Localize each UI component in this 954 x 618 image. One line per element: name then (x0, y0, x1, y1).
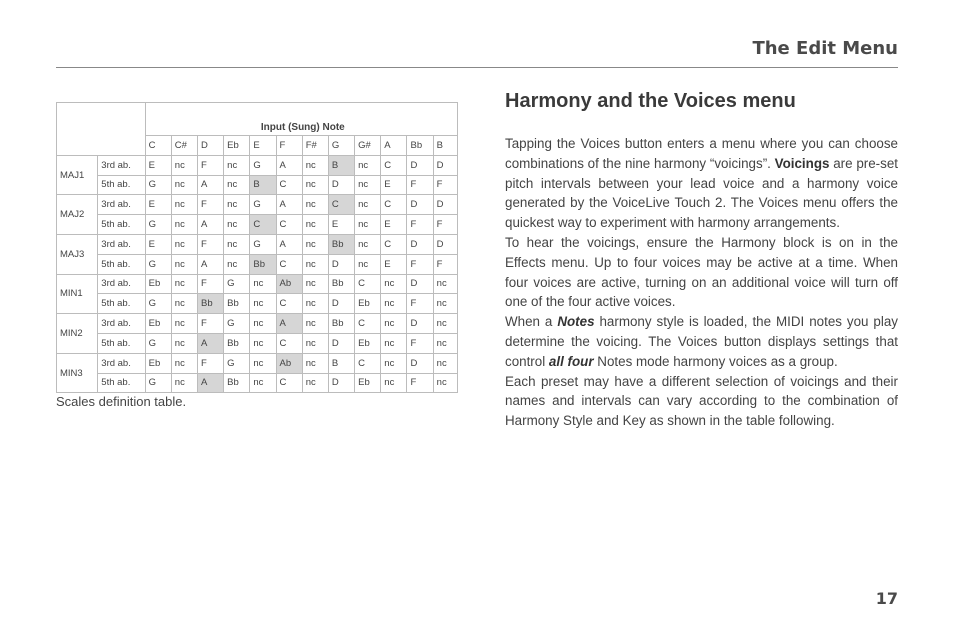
table-title: Input (Sung) Note (145, 103, 457, 136)
note-cell: nc (224, 234, 250, 254)
note-cell: nc (302, 215, 328, 235)
note-cell: nc (171, 215, 197, 235)
table-caption: Scales definition table. (56, 394, 187, 409)
note-cell: F (433, 215, 457, 235)
note-cell: Bb (224, 373, 250, 393)
note-cell: G (145, 333, 171, 353)
note-cell: C (355, 314, 381, 334)
note-cell: nc (381, 274, 407, 294)
note-cell: E (381, 254, 407, 274)
table-row (57, 195, 458, 215)
note-cell: nc (355, 234, 381, 254)
note-cell: A (197, 215, 223, 235)
interval-name: 3rd ab. (98, 353, 145, 373)
section-heading: Harmony and the Voices menu (505, 90, 796, 112)
note-cell: F (407, 373, 433, 393)
page-number: 17 (875, 589, 898, 608)
note-cell: nc (381, 294, 407, 314)
note-cell: nc (302, 175, 328, 195)
note-cell: E (145, 155, 171, 175)
interval-name: 5th ab. (98, 294, 145, 314)
note-cell: nc (250, 314, 276, 334)
interval-name: 3rd ab. (98, 155, 145, 175)
note-cell: A (197, 333, 223, 353)
note-header: Bb (407, 136, 433, 156)
note-cell: A (197, 373, 223, 393)
note-header: F (276, 136, 302, 156)
note-cell: A (197, 254, 223, 274)
note-cell: nc (433, 353, 457, 373)
table-row (57, 274, 458, 294)
note-cell: nc (171, 254, 197, 274)
note-cell: D (328, 175, 354, 195)
note-cell: C (276, 254, 302, 274)
note-cell: nc (171, 373, 197, 393)
note-cell: F (197, 314, 223, 334)
note-header: G (328, 136, 354, 156)
note-cell: Eb (145, 353, 171, 373)
note-cell: nc (171, 175, 197, 195)
interval-name: 3rd ab. (98, 274, 145, 294)
note-cell: D (433, 234, 457, 254)
note-cell: Ab (276, 353, 302, 373)
note-cell: nc (302, 254, 328, 274)
note-cell: G (145, 215, 171, 235)
note-header: E (250, 136, 276, 156)
scale-name: MIN1 (57, 274, 98, 314)
note-header: F# (302, 136, 328, 156)
note-cell: nc (224, 215, 250, 235)
note-cell: G (145, 254, 171, 274)
table-title-row (57, 103, 458, 136)
note-cell: C (381, 155, 407, 175)
note-cell: nc (171, 234, 197, 254)
note-cell: F (407, 215, 433, 235)
scale-name: MAJ3 (57, 234, 98, 274)
table-row (57, 333, 458, 353)
note-cell: G (250, 195, 276, 215)
note-cell: nc (433, 333, 457, 353)
note-cell: F (197, 274, 223, 294)
note-cell: nc (171, 314, 197, 334)
note-cell: G (145, 294, 171, 314)
note-cell: nc (302, 314, 328, 334)
note-cell: B (328, 155, 354, 175)
interval-name: 5th ab. (98, 254, 145, 274)
body-text (505, 134, 898, 431)
table-row (57, 373, 458, 393)
note-cell: nc (381, 314, 407, 334)
note-cell: nc (171, 274, 197, 294)
note-cell: E (381, 175, 407, 195)
note-cell: B (328, 353, 354, 373)
note-cell: nc (224, 155, 250, 175)
note-cell: D (433, 195, 457, 215)
note-cell: C (250, 215, 276, 235)
note-cell: nc (355, 254, 381, 274)
note-cell: nc (302, 155, 328, 175)
note-cell: nc (171, 155, 197, 175)
note-cell: A (276, 155, 302, 175)
note-cell: Bb (328, 234, 354, 254)
note-cell: D (328, 294, 354, 314)
note-cell: Eb (145, 314, 171, 334)
note-cell: Ab (276, 274, 302, 294)
note-cell: nc (381, 373, 407, 393)
note-cell: nc (381, 333, 407, 353)
note-cell: D (407, 274, 433, 294)
note-cell: nc (250, 373, 276, 393)
note-cell: Bb (250, 254, 276, 274)
interval-name: 5th ab. (98, 373, 145, 393)
note-cell: nc (250, 333, 276, 353)
note-cell: nc (433, 274, 457, 294)
note-cell: C (381, 234, 407, 254)
note-cell: D (328, 373, 354, 393)
note-cell: Bb (224, 333, 250, 353)
table-row (57, 234, 458, 254)
note-cell: Eb (355, 294, 381, 314)
note-cell: C (328, 195, 354, 215)
note-cell: nc (433, 373, 457, 393)
table-row (57, 215, 458, 235)
note-header: G# (355, 136, 381, 156)
note-cell: B (250, 175, 276, 195)
note-cell: D (407, 314, 433, 334)
scale-name: MIN3 (57, 353, 98, 393)
note-cell: Bb (328, 274, 354, 294)
note-cell: F (407, 175, 433, 195)
scale-name: MIN2 (57, 314, 98, 354)
table-row (57, 155, 458, 175)
note-cell: D (407, 353, 433, 373)
note-cell: Eb (355, 333, 381, 353)
note-cell: C (276, 333, 302, 353)
note-cell: G (224, 314, 250, 334)
note-cell: G (250, 155, 276, 175)
note-header: C# (171, 136, 197, 156)
note-cell: nc (433, 294, 457, 314)
note-cell: F (433, 254, 457, 274)
table-row (57, 254, 458, 274)
note-cell: E (145, 195, 171, 215)
note-cell: Eb (355, 373, 381, 393)
note-cell: F (407, 333, 433, 353)
note-cell: C (355, 353, 381, 373)
interval-name: 3rd ab. (98, 195, 145, 215)
note-cell: C (355, 274, 381, 294)
note-cell: nc (250, 294, 276, 314)
note-cell: nc (302, 195, 328, 215)
note-cell: nc (302, 294, 328, 314)
note-header: Eb (224, 136, 250, 156)
note-cell: G (145, 175, 171, 195)
note-cell: G (224, 353, 250, 373)
note-cell: nc (355, 155, 381, 175)
note-cell: nc (302, 373, 328, 393)
note-cell: Eb (145, 274, 171, 294)
paragraph-1: Tapping the Voices button enters a menu where you can choose combinations of the nine harmony “voicings”. Voicings are pre-set pitch intervals between your lead voice and a harmony voice generated by the VoiceLive Touch 2. The Voices menu offers the quickest way to experiment with harmony arrangements. (505, 136, 898, 231)
note-cell: nc (171, 353, 197, 373)
note-cell: Bb (197, 294, 223, 314)
note-cell: nc (250, 353, 276, 373)
note-cell: nc (171, 195, 197, 215)
note-header: A (381, 136, 407, 156)
interval-name: 3rd ab. (98, 314, 145, 334)
paragraph-4: Each preset may have a different selection of voicings and their names and intervals can vary according to the combination of Harmony Style and Key as shown in the table following. (505, 373, 898, 429)
note-cell: F (197, 195, 223, 215)
note-cell: F (407, 294, 433, 314)
note-cell: nc (171, 294, 197, 314)
note-cell: D (433, 155, 457, 175)
header-title: The Edit Menu (752, 38, 898, 59)
note-cell: nc (355, 175, 381, 195)
note-cell: D (407, 234, 433, 254)
note-cell: nc (381, 353, 407, 373)
note-cell: F (433, 175, 457, 195)
note-cell: E (145, 234, 171, 254)
table-row (57, 294, 458, 314)
note-cell: A (197, 175, 223, 195)
note-cell: nc (302, 353, 328, 373)
note-cell: G (250, 234, 276, 254)
note-cell: E (381, 215, 407, 235)
scales-table (56, 102, 458, 393)
note-cell: nc (171, 333, 197, 353)
note-header: C (145, 136, 171, 156)
note-cell: nc (302, 234, 328, 254)
note-cell: G (224, 274, 250, 294)
table-row (57, 314, 458, 334)
note-cell: C (276, 215, 302, 235)
note-cell: D (328, 333, 354, 353)
note-cell: nc (250, 274, 276, 294)
note-cell: nc (302, 274, 328, 294)
note-cell: C (276, 175, 302, 195)
note-cell: A (276, 234, 302, 254)
note-header: D (197, 136, 223, 156)
table-row (57, 353, 458, 373)
note-cell: C (381, 195, 407, 215)
note-cell: A (276, 314, 302, 334)
paragraph-2: To hear the voicings, ensure the Harmony block is on in the Effects menu. Up to four voices may be active at a time. When four voices are active, turning on an additional voice will turn off one of the four active voices. (505, 234, 898, 310)
note-cell: nc (224, 175, 250, 195)
note-cell: F (407, 254, 433, 274)
note-cell: D (407, 155, 433, 175)
header-rule (56, 67, 898, 68)
interval-name: 5th ab. (98, 215, 145, 235)
note-cell: C (276, 294, 302, 314)
scale-name: MAJ2 (57, 195, 98, 235)
note-header: B (433, 136, 457, 156)
note-cell: A (276, 195, 302, 215)
note-cell: nc (302, 333, 328, 353)
interval-name: 3rd ab. (98, 234, 145, 254)
table-row (57, 175, 458, 195)
note-cell: nc (355, 215, 381, 235)
note-cell: Bb (224, 294, 250, 314)
note-cell: G (145, 373, 171, 393)
table-corner (57, 103, 146, 156)
note-cell: nc (355, 195, 381, 215)
note-cell: Bb (328, 314, 354, 334)
interval-name: 5th ab. (98, 175, 145, 195)
note-cell: nc (224, 254, 250, 274)
note-cell: C (276, 373, 302, 393)
note-cell: F (197, 155, 223, 175)
note-cell: nc (224, 195, 250, 215)
note-cell: D (328, 254, 354, 274)
interval-name: 5th ab. (98, 333, 145, 353)
note-cell: nc (433, 314, 457, 334)
note-cell: E (328, 215, 354, 235)
scale-name: MAJ1 (57, 155, 98, 195)
note-cell: D (407, 195, 433, 215)
paragraph-3: When a Notes harmony style is loaded, the MIDI notes you play determine the voicing. The Voices button displays settings that control all four Notes mode harmony voices as a group. (505, 314, 898, 369)
note-cell: F (197, 353, 223, 373)
note-cell: F (197, 234, 223, 254)
